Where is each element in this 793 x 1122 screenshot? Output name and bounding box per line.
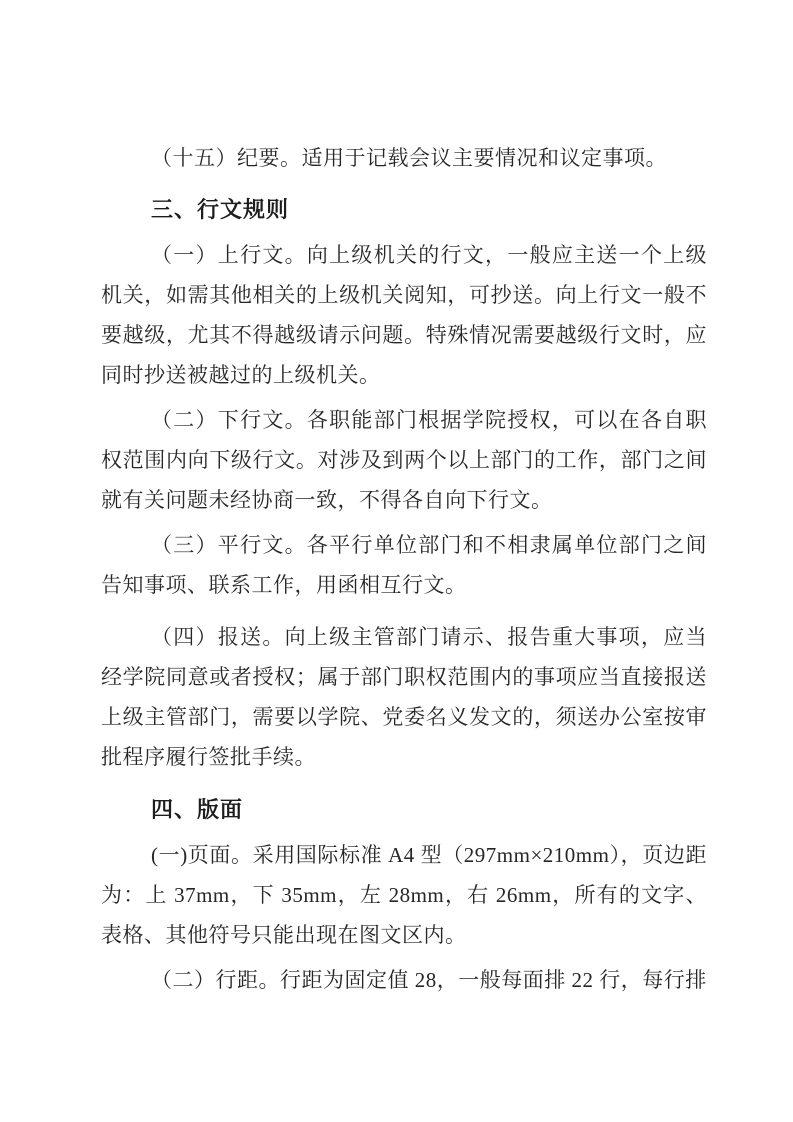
paragraph-shangxingwen: （一）上行文。向上级机关的行文，一般应主送一个上级机关，如需其他相关的上级机关阅知，可抄送。向上行文一般不要越级，尤其不得越级请示问题。特殊情况需要越级行文时，应同时抄送被越过的上级机关。 xyxy=(101,243,707,387)
paragraph-yemian: (一)页面。采用国际标准 A4 型（297mm×210mm），页边距为：上 37mm，下 35mm，左 28mm，右 26mm，所有的文字、表格、其他符号只能出现在图文区内。 xyxy=(101,843,707,947)
paragraph-baosong: （四）报送。向上级主管部门请示、报告重大事项，应当经学院同意或者授权；属于部门职权范围内的事项应当直接报送上级主管部门，需要以学院、党委名义发文的，须送办公室按审批程序履行签批手续。 xyxy=(101,625,707,769)
paragraph-xiaxingwen: （二）下行文。各职能部门根据学院授权，可以在各自职权范围内向下级行文。对涉及到两个以上部门的工作，部门之间就有关问题未经协商一致，不得各自向下行文。 xyxy=(101,408,707,512)
heading-banmian: 四、版面 xyxy=(151,797,244,822)
document-content xyxy=(101,138,707,1005)
paragraph-hangju: （二）行距。行距为固定值 28，一般每面排 22 行，每行排 xyxy=(151,968,707,992)
heading-xingwen-guize: 三、行文规则 xyxy=(151,197,290,222)
paragraph-pingxingwen: （三）平行文。各平行单位部门和不相隶属单位部门之间告知事项、联系工作，用函相互行文。 xyxy=(101,533,707,597)
paragraph-jiyao: （十五）纪要。适用于记载会议主要情况和议定事项。 xyxy=(151,146,667,170)
